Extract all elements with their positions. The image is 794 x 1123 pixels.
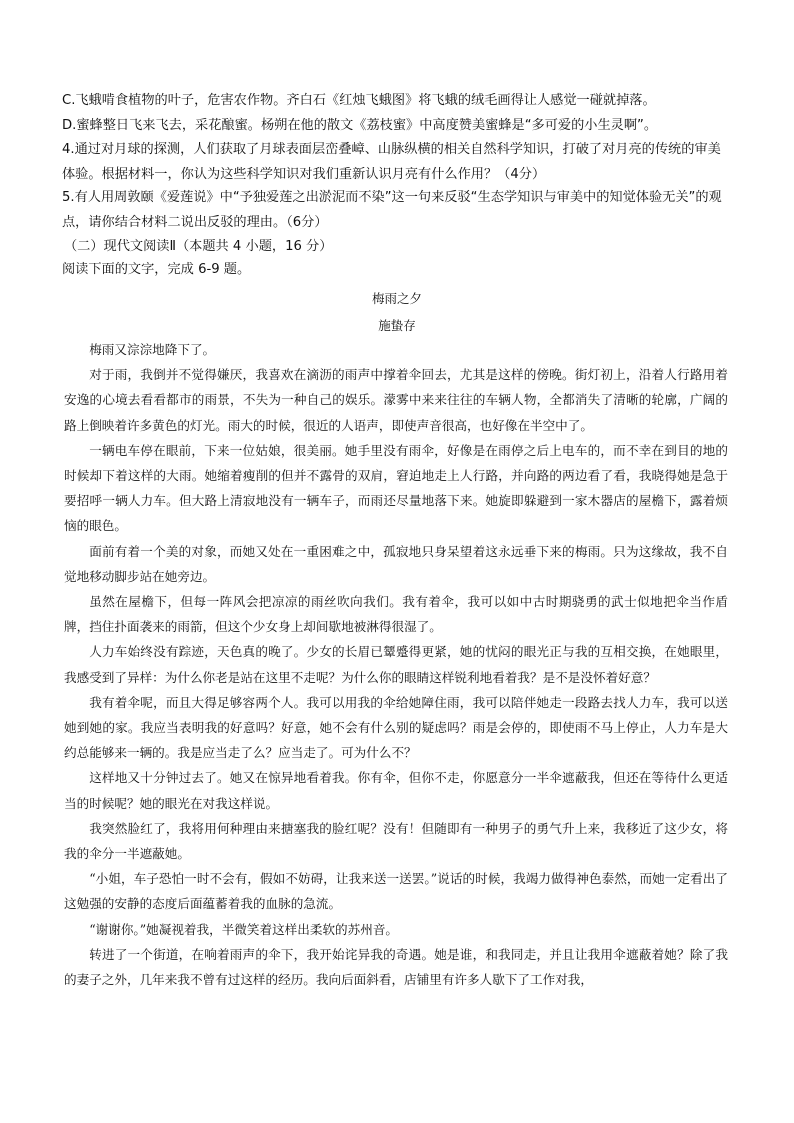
question-5: 5.有人用周敦颐《爱莲说》中“予独爱莲之出淤泥而不染”这一句来反驳“生态学知识与审美中的知觉体验无关”的观点，请你结合材料二说出反驳的理由。（6分） <box>62 190 722 230</box>
article-paragraph: “小姐，车子恐怕一时不会有，假如不妨碍，让我来送一送罢。”说话的时候，我竭力做得神色泰然，而她一定看出了这勉强的安静的态度后面蕴蓄着我的血脉的急流。 <box>64 871 728 912</box>
article-paragraph: 这样地又十分钟过去了。她又在惊异地看着我。你有伞，但你不走，你愿意分一半伞遮蔽我，但还在等待什么更适当的时候呢？她的眼光在对我这样说。 <box>64 770 728 811</box>
article-paragraph: 虽然在屋檐下，但每一阵风会把凉凉的雨丝吹向我们。我有着伞，我可以如中古时期骁勇的武士似地把伞当作盾牌，挡住扑面袭来的雨箭，但这个少女身上却间歇地被淋得很湿了。 <box>64 594 728 635</box>
option-c: C.飞蛾啃食植物的叶子，危害农作物。齐白石《红烛飞蛾图》将飞蛾的绒毛画得让人感觉一碰就掉落。 <box>62 93 656 108</box>
article-paragraph: 一辆电车停在眼前，下来一位姑娘，很美丽。她手里没有雨伞，好像是在雨停之后上电车的，而不幸在到目的地的时候却下着这样的大雨。她缩着瘦削的但并不露骨的双肩，窘迫地走上人行路，并向路的两边看了看，我晓得她是急于要招呼一辆人力车。但大路上清寂地没有一辆车子，而雨还尽量地落下来。她旋即躲避到一家木器店的屋檐下，露着烦恼的眼色。 <box>64 442 728 534</box>
article-paragraph: 面前有着一个美的对象，而她又处在一重困难之中，孤寂地只身呆望着这永远垂下来的梅雨。只为这缘故，我不自觉地移动脚步站在她旁边。 <box>64 543 728 584</box>
article-paragraph: 人力车始终没有踪迹，天色真的晚了。少女的长眉已颦蹙得更紧，她的忧闷的眼光正与我的互相交换，在她眼里，我感受到了异样：为什么你老是站在这里不走呢？为什么你的眼睛这样锐利地看着我？是不是没怀着好意？ <box>64 644 728 685</box>
option-d: D.蜜蜂整日飞来飞去，采花酿蜜。杨朔在他的散文《荔枝蜜》中高度赞美蜜蜂是“多可爱的小生灵啊”。 <box>62 118 658 133</box>
article-author: 施蛰存 <box>378 318 416 333</box>
article-paragraph: “谢谢你。”她凝视着我，半微笑着这样出柔软的苏州音。 <box>89 921 399 937</box>
article-paragraph: 我突然脸红了，我将用何种理由来搪塞我的脸红呢？没有！但随即有一种男子的勇气升上来，我移近了这少女，将我的伞分一半遮蔽她。 <box>64 820 728 862</box>
article-paragraph: 我有着伞呢，而且大得足够容两个人。我可以用我的伞给她障住雨，我可以陪伴她走一段路去找人力车，我可以送她到她的家。我应当表明我的好意吗？好意，她不会有什么别的疑虑吗？雨是会停的，即使雨不马上停止，人力车是大约总能够来一辆的。我是应当走了么？应当走了。可为什么不？ <box>64 694 728 761</box>
article-paragraph: 对于雨，我倒并不觉得嫌厌，我喜欢在滴沥的雨声中撑着伞回去，尤其是这样的傍晚。街灯初上，沿着人行路用着安逸的心境去看看都市的雨景，不失为一种自己的娱乐。濛雾中来来往往的车辆人物，全都消失了清晰的轮廓，广阔的路上倒映着许多黄色的灯光。雨大的时候，很近的人语声，即使声音很高，也好像在半空中了。 <box>64 367 728 433</box>
article-paragraph: 梅雨又淙淙地降下了。 <box>89 342 216 357</box>
article-body <box>64 337 728 992</box>
question-4: 4.通过对月球的探测，人们获取了月球表面层峦叠嶂、山脉纵横的相关自然科学知识，打破了对月亮的传统的审美体验。根据材料一，你认为这些科学知识对我们重新认识月亮有什么作用？（4分） <box>62 142 721 182</box>
section-heading: （二）现代文阅读Ⅱ（本题共 4 小题，16 分） <box>64 239 333 254</box>
article-title: 梅雨之夕 <box>371 291 422 306</box>
section-instruction: 阅读下面的文字，完成 6-9 题。 <box>62 262 251 277</box>
article-paragraph: 转进了一个街道，在响着雨声的伞下，我开始诧异我的奇遇。她是谁，和我同走，并且让我用伞遮蔽着她？除了我的妻子之外，几年来我不曾有过这样的经历。我向后面斜看，店铺里有许多人歇下了工作对我， <box>64 946 728 988</box>
